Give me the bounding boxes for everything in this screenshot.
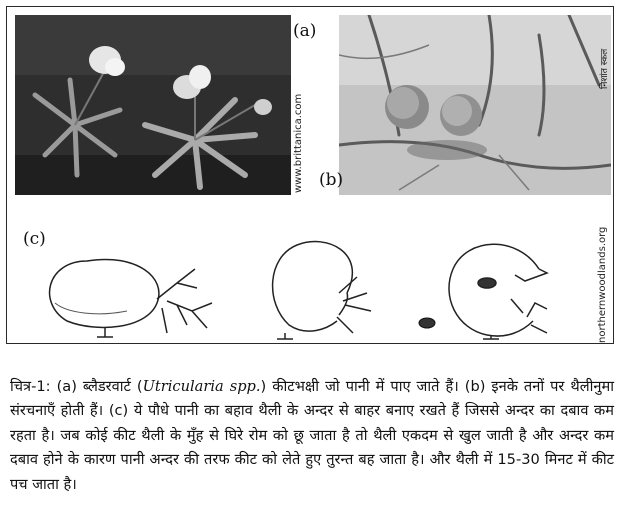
panel-label-a: (a) (293, 21, 317, 41)
caption-prefix: चित्र-1: (a) ब्लैडरवार्ट ( (10, 377, 143, 395)
plant-photo-illustration (15, 15, 291, 195)
insect-drawing (419, 318, 435, 328)
caption-body: ) कीटभक्षी जो पानी में पाए जाते हैं। (b) इनके तनों पर थैलीनुमा संरचनाएँ होती हैं। (c) ये पौधे पानी का बहाव थैली के अन्दर से बाहर बनाए रखते हैं जिससे अन्दर का दबाव कम रहता है। जब कोई कीट थैली के मुँह से घिरे रोम को छू जाता है तो थैली एकदम से खुल जाती है और अन्दर कम दबाव होने के कारण पानी अन्दर की तरफ कीट को लेते हुए तुरन्त बह जाता है। और थैली में 15-30 मिनट में कीट पच जाता है। (10, 377, 614, 493)
caption-scientific-name: Utricularia spp. (142, 377, 261, 395)
panel-label-b: (b) (319, 170, 344, 190)
photo-bladderwort-plant (15, 15, 291, 195)
photo-credit-b: निशांत स्कल (600, 48, 610, 89)
photo-credit-a: www.brittanica.com (293, 93, 304, 193)
drawing-credit-c: northernwoodlands.org (597, 226, 608, 343)
figure-frame (6, 6, 614, 344)
bladder-drawing-closed (50, 259, 212, 337)
trap-mechanism-drawings (27, 233, 587, 341)
bladder-drawing-capture (449, 244, 547, 339)
panel-label-c: (c) (23, 229, 46, 249)
photo-bladders-closeup (339, 15, 611, 195)
bladder-photo-illustration (339, 15, 611, 195)
bladder-drawing-opening (273, 242, 371, 339)
figure-caption (10, 375, 614, 498)
